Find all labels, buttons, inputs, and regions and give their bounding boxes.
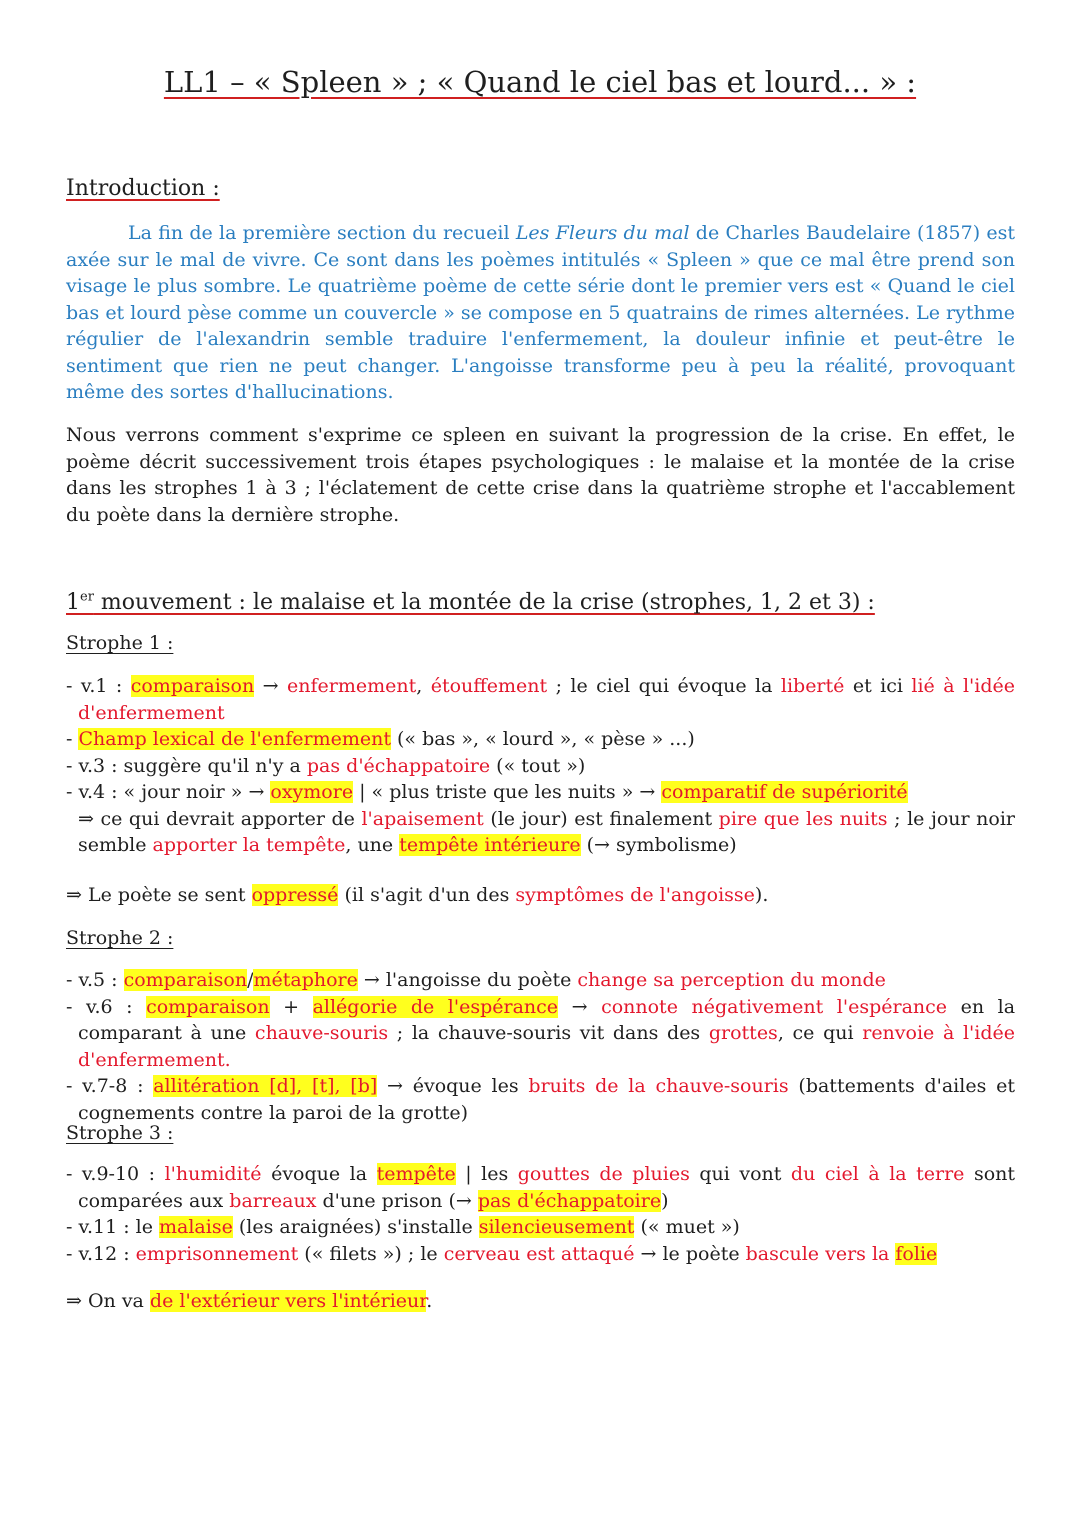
strophe-3-label: Strophe 3 : [66, 1122, 174, 1144]
strophe-3-conclusion: ⇒ On va de l'extérieur vers l'intérieur. [66, 1290, 433, 1312]
list-item: - v.4 : « jour noir » → oxymore | « plus triste que les nuits » → comparatif de supériorité [66, 781, 908, 803]
document-title: LL1 – « Spleen » ; « Quand le ciel bas et lourd... » : [163, 65, 917, 99]
strophe-1-conclusion: ⇒ Le poète se sent oppressé (il s'agit d'un des symptômes de l'angoisse). [66, 884, 769, 906]
list-item: - v.5 : comparaison/métaphore → l'angoisse du poète change sa perception du monde [66, 969, 886, 991]
intro-heading: Introduction : [66, 176, 220, 201]
list-item: - v.1 : comparaison → enfermement, étouffement ; le ciel qui évoque la liberté et ici lié à l'idée d'enfermement [66, 675, 1015, 724]
intro-paragraph-2: Nous verrons comment s'exprime ce spleen en suivant la progression de la crise. En effet, le poème décrit successivement trois étapes psychologiques : le malaise et la montée de la crise dans les strophes 1 à 3 ; l'éclatement de cette crise dans la quatrième strophe et l'accablement du poète dans la dernière strophe. [66, 424, 1015, 526]
list-item: ⇒ ce qui devrait apporter de l'apaisement (le jour) est finalement pire que les nuits ; le jour noir semble apporter la tempête, une tempête intérieure (→ symbolisme) [78, 807, 1015, 856]
list-item: - Champ lexical de l'enfermement (« bas », « lourd », « pèse » ...) [66, 728, 695, 750]
list-item: - v.7-8 : allitération [d], [t], [b] → évoque les bruits de la chauve-souris (battements d'ailes et cognements contre la paroi de la grotte) [66, 1075, 1015, 1124]
list-item: - v.11 : le malaise (les araignées) s'installe silencieusement (« muet ») [66, 1216, 740, 1238]
list-item: - v.12 : emprisonnement (« filets ») ; le cerveau est attaqué → le poète bascule vers la folie [66, 1242, 938, 1265]
list-item: - v.6 : comparaison + allégorie de l'espérance → connote négativement l'espérance en la comparant à une chauve-souris ; la chauve-souris vit dans des grottes, ce qui renvoie à l'idée d'enfermement. [66, 995, 1016, 1071]
strophe-2-notes [66, 967, 1015, 1126]
intro-paragraph-1: La fin de la première section du recueil Les Fleurs du mal de Charles Baudelaire (1857) est axée sur le mal de vivre. Ce sont dans les poèmes intitulés « Spleen » que ce mal être prend son visage le plus sombre. Le quatrième poème de cette série dont le premier vers est « Quand le ciel bas et lourd pèse comme un couvercle » se compose en 5 quatrains de rimes alternées. Le rythme régulier de l'alexandrin semble traduire l'enfermement, la douleur infinie et peut-être le sentiment que rien ne peut changer. L'angoisse transforme peu à peu la réalité, provoquant même des sortes d'hallucinations. [66, 222, 1015, 403]
list-item: - v.9-10 : l'humidité évoque la tempête | les gouttes de pluies qui vont du ciel à la terre sont comparées aux barreaux d'une prison (→ pas d'échappatoire) [66, 1163, 1016, 1212]
strophe-1-notes [66, 673, 1015, 859]
movement-1-heading: 1er mouvement : le malaise et la montée de la crise (strophes, 1, 2 et 3) : [66, 590, 875, 616]
work-title: Les Fleurs du mal [515, 222, 690, 244]
intro-section [66, 174, 1015, 204]
strophe-2-label: Strophe 2 : [66, 927, 174, 949]
strophe-1-label: Strophe 1 : [66, 632, 174, 654]
strophe-3-notes [66, 1161, 1015, 1267]
list-item: - v.3 : suggère qu'il n'y a pas d'échappatoire (« tout ») [66, 754, 586, 777]
